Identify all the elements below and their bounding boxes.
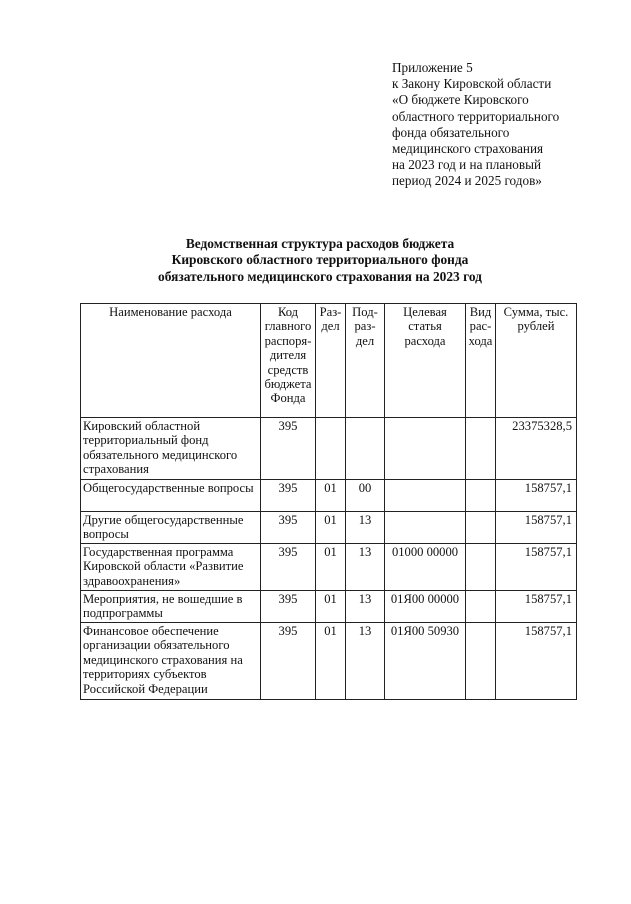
- cell-section: 01: [316, 480, 346, 512]
- appendix-line: на 2023 год и на плановый: [392, 157, 542, 173]
- appendix-line: «О бюджете Кировского: [392, 92, 529, 108]
- budget-table: [80, 303, 577, 700]
- cell-subsection: 00: [346, 480, 385, 512]
- table-row: [81, 512, 577, 544]
- header-sum: Сумма, тыс. рублей: [496, 304, 577, 418]
- cell-sum: 158757,1: [496, 591, 577, 623]
- cell-sum: 158757,1: [496, 623, 577, 700]
- cell-section: 01: [316, 544, 346, 591]
- cell-code: 395: [261, 512, 316, 544]
- table-row: [81, 418, 577, 480]
- appendix-line: к Закону Кировской области: [392, 76, 552, 92]
- cell-type: [466, 512, 496, 544]
- title-line: обязательного медицинского страхования на 2023 год: [158, 268, 482, 284]
- cell-type: [466, 591, 496, 623]
- cell-target: [385, 480, 466, 512]
- cell-section: 01: [316, 512, 346, 544]
- cell-sum: 23375328,5: [496, 418, 577, 480]
- cell-target: 01Я00 50930: [385, 623, 466, 700]
- cell-type: [466, 544, 496, 591]
- cell-target: [385, 418, 466, 480]
- cell-target: 01Я00 00000: [385, 591, 466, 623]
- cell-section: 01: [316, 623, 346, 700]
- cell-target: [385, 512, 466, 544]
- cell-sum: 158757,1: [496, 544, 577, 591]
- appendix-line: медицинского страхования: [392, 141, 544, 157]
- cell-code: 395: [261, 623, 316, 700]
- appendix-reference: [392, 60, 622, 190]
- cell-section: 01: [316, 591, 346, 623]
- cell-code: 395: [261, 480, 316, 512]
- cell-subsection: [346, 418, 385, 480]
- document-title: [100, 236, 540, 285]
- title-line: Ведомственная структура расходов бюджета: [185, 236, 455, 251]
- table-row: [81, 480, 577, 512]
- table-row: [81, 544, 577, 591]
- cell-subsection: 13: [346, 512, 385, 544]
- appendix-line: период 2024 и 2025 годов»: [392, 173, 542, 189]
- cell-subsection: 13: [346, 544, 385, 591]
- cell-sum: 158757,1: [496, 480, 577, 512]
- header-target: Целевая статья расхода: [385, 304, 466, 418]
- cell-section: [316, 418, 346, 480]
- cell-sum: 158757,1: [496, 512, 577, 544]
- cell-name: Мероприятия, не вошедшие в подпрограммы: [81, 591, 261, 623]
- cell-code: 395: [261, 544, 316, 591]
- header-subsection: Под-раз-дел: [346, 304, 385, 418]
- cell-name: Государственная программа Кировской области «Развитие здравоохранения»: [81, 544, 261, 591]
- header-section: Раз-дел: [316, 304, 346, 418]
- table-header-row: [81, 304, 577, 418]
- cell-name: Общегосударственные вопросы: [81, 480, 261, 512]
- appendix-line: областного территориального: [392, 108, 560, 124]
- appendix-line: фонда обязательного: [392, 124, 510, 140]
- appendix-line: Приложение 5: [392, 60, 473, 75]
- header-name: Наименование расхода: [81, 304, 261, 418]
- cell-name: Другие общегосударственные вопросы: [81, 512, 261, 544]
- cell-code: 395: [261, 591, 316, 623]
- cell-type: [466, 418, 496, 480]
- cell-target: 01000 00000: [385, 544, 466, 591]
- title-line: Кировского областного территориального фонда: [171, 252, 469, 268]
- cell-subsection: 13: [346, 623, 385, 700]
- cell-subsection: 13: [346, 591, 385, 623]
- cell-type: [466, 623, 496, 700]
- cell-code: 395: [261, 418, 316, 480]
- cell-name: Финансовое обеспечение организации обязательного медицинского страхования на территориях субъектов Российской Федерации: [81, 623, 261, 700]
- table-row: [81, 623, 577, 700]
- table-row: [81, 591, 577, 623]
- header-code: Код главного распоря-дителя средств бюджета Фонда: [261, 304, 316, 418]
- cell-type: [466, 480, 496, 512]
- cell-name: Кировский областной территориальный фонд обязательного медицинского страхования: [81, 418, 261, 480]
- header-type: Вид рас-хода: [466, 304, 496, 418]
